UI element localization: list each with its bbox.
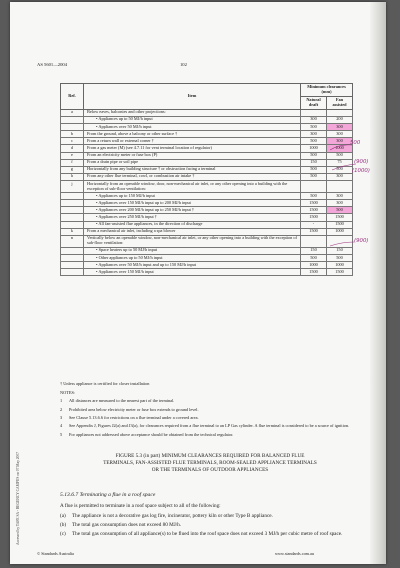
table-cell-fan: 300 bbox=[327, 138, 353, 145]
column-header-fan-assisted: Fan assisted bbox=[327, 96, 353, 109]
section-heading: 5.13.6.7 Terminating a flue in a roof space bbox=[60, 492, 156, 498]
note-text: For appliances not addressed above acceptance should be obtained from the technical regulator. bbox=[69, 431, 234, 437]
footer-website: www.standards.com.au bbox=[275, 551, 314, 556]
annotation-arrow bbox=[330, 242, 354, 246]
table-cell-fan: 500 bbox=[327, 152, 353, 159]
table-cell-fan: 1500 bbox=[327, 214, 353, 221]
table-cell-item: • Appliances over 250 MJ/h input † bbox=[84, 214, 301, 221]
note-text: Prohibited area below electricity meter or fuse box extends to ground level. bbox=[69, 406, 199, 412]
table-cell-item: From a return wall or external corner † bbox=[84, 138, 301, 145]
table-cell-natural: 500 bbox=[301, 173, 327, 180]
table-cell-natural: 300 bbox=[301, 131, 327, 138]
column-header-min-clearances: Minimum clearances (mm) bbox=[301, 84, 353, 97]
standard-number: AS 5601—2004 bbox=[37, 62, 67, 67]
handwritten-note-d: (1000) bbox=[352, 168, 370, 174]
table-cell-item: • Other appliances up to 50 MJ/h input bbox=[84, 255, 301, 262]
table-cell-fan: 200 bbox=[327, 116, 353, 123]
table-cell-natural: 1000 bbox=[301, 262, 327, 269]
page-number: 102 bbox=[180, 62, 187, 67]
table-cell-fan: 1500 bbox=[327, 221, 353, 228]
table-cell-natural: 1000 bbox=[301, 145, 327, 152]
table-footnote: † Unless appliance is certified for closer installation bbox=[60, 381, 150, 386]
table-cell-item: Below eaves, balconies and other projections: bbox=[84, 109, 301, 116]
table-cell-natural: 300 bbox=[301, 116, 327, 123]
handwritten-note-j: (900) bbox=[354, 238, 369, 244]
table-cell-ref: c bbox=[61, 138, 84, 145]
table-cell-item: Horizontally from an openable window, door, non-mechanical air inlet, or any other opening into a building with the exception of sub-floor ventilation: bbox=[84, 181, 301, 193]
table-cell-item: From an electricity meter or fuse box (P) bbox=[84, 152, 301, 159]
table-cell-ref: d bbox=[61, 145, 84, 152]
table-cell-item: • Appliances over 150 MJ/h input up to 200 MJ/h input bbox=[84, 200, 301, 207]
table-cell-natural: 500 bbox=[301, 124, 327, 131]
column-header-ref: Ref. bbox=[61, 84, 84, 110]
table-cell-natural: 1500 bbox=[301, 269, 327, 276]
note-text: See Clause 5.13.6.6 for restrictions on a flue terminal under a covered area. bbox=[69, 414, 199, 420]
footer-copyright: © Standards Australia bbox=[37, 551, 74, 556]
table-cell-natural: 500 bbox=[301, 152, 327, 159]
table-cell-ref: f bbox=[61, 159, 84, 166]
handwritten-note-h: 500 bbox=[350, 140, 361, 146]
table-cell-item: From a gas meter (M) (see 4.7.11 for vent terminal location of regulator) bbox=[84, 145, 301, 152]
column-header-natural-draft: Natural draft bbox=[301, 96, 327, 109]
table-cell-item: From a mechanical air inlet, including a spa blower bbox=[84, 228, 301, 235]
table-cell-ref: b bbox=[61, 131, 84, 138]
table-cell-item: • All fan-assisted flue appliances, in the direction of discharge bbox=[84, 221, 301, 228]
table-cell-ref: h bbox=[61, 173, 84, 180]
table-cell-fan: 500 bbox=[327, 255, 353, 262]
table-cell-item: • Appliances over 50 MJ/h input bbox=[84, 124, 301, 131]
table-cell-item: • Space heaters up to 50 MJ/h input bbox=[84, 247, 301, 254]
table-cell-fan: 1000 bbox=[327, 228, 353, 235]
table-cell-item: From any other flue terminal, cowl, or combustion air intake † bbox=[84, 173, 301, 180]
table-cell-fan: 500 bbox=[327, 166, 353, 173]
table-cell-item: Vertically below an openable window, non-mechanical air inlet, or any other opening into a building with the exception of sub-floor ventilation: bbox=[84, 235, 301, 247]
condition-label: (a) bbox=[60, 512, 66, 519]
table-cell-fan: 300 bbox=[327, 131, 353, 138]
table-cell-item: Horizontally from any building structure † or obstruction facing a terminal bbox=[84, 166, 301, 173]
table-cell-natural: 500 bbox=[301, 255, 327, 262]
table-cell-fan: 300 bbox=[327, 193, 353, 200]
condition-label: (c) bbox=[60, 531, 66, 538]
table-cell-fan: 1500 bbox=[327, 269, 353, 276]
table-cell-ref: e bbox=[61, 152, 84, 159]
note-number: 2 bbox=[60, 406, 63, 412]
note-number: 1 bbox=[60, 398, 63, 404]
annotation-arrow bbox=[330, 145, 352, 150]
access-stamp: Accessed by TAFE SA - REGENCY CAMPUS on 07 May 2007 bbox=[16, 452, 20, 545]
note-text: See Appendix J, Figures J2(a) and J3(a), for clearances required from a flue terminal to an LP Gas cylinder. A flue terminal is considered to be a source of ignition. bbox=[69, 423, 350, 429]
condition-text: The total gas consumption of all appliance(s) to be flued into the roof space does not exceed 3 MJ/h per cubic metre of roof space. bbox=[72, 531, 343, 538]
table-cell-ref: k bbox=[61, 228, 84, 235]
table-cell-natural: - bbox=[301, 221, 327, 228]
note-number: 5 bbox=[60, 431, 63, 437]
table-cell-fan: 300 bbox=[327, 173, 353, 180]
table-cell-natural: 150 bbox=[301, 159, 327, 166]
table-cell-item: • Appliances up to 150 MJ/h input bbox=[84, 193, 301, 200]
table-cell-fan: 300 bbox=[327, 200, 353, 207]
handwritten-note-c: (900) bbox=[354, 159, 369, 165]
table-cell-natural: 500 bbox=[301, 166, 327, 173]
table-cell-item: From the ground, above a balcony or other surface † bbox=[84, 131, 301, 138]
condition-text: The appliance is not a decorative gas log fire, incinerator, pottery kiln or other Type B appliance. bbox=[72, 512, 273, 519]
condition-label: (b) bbox=[60, 521, 67, 528]
table-cell-natural: 1500 bbox=[301, 214, 327, 221]
table-cell-item: • Appliances over 50 MJ/h input and up to 150 MJ/h input bbox=[84, 262, 301, 269]
table-cell-item: • Appliances over 150 MJ/h input bbox=[84, 269, 301, 276]
table-cell-natural: 500 bbox=[301, 193, 327, 200]
note-number: 4 bbox=[60, 423, 63, 429]
column-header-item: Item bbox=[84, 84, 301, 110]
table-cell-natural: 1500 bbox=[301, 207, 327, 214]
table-cell-ref: j bbox=[61, 181, 84, 193]
table-cell-ref: a bbox=[61, 109, 84, 116]
table-cell-fan: 1000 bbox=[327, 145, 353, 152]
table-cell-item: • Appliances up to 50 MJ/h input bbox=[84, 116, 301, 123]
table-cell-natural: 150 bbox=[301, 247, 327, 254]
table-cell-natural: 500 bbox=[301, 138, 327, 145]
table-cell-fan: 300 bbox=[327, 124, 353, 131]
table-cell-item: From a drain pipe or soil pipe bbox=[84, 159, 301, 166]
table-cell-ref: g bbox=[61, 166, 84, 173]
table-cell-fan: 150 bbox=[327, 247, 353, 254]
note-text: All distances are measured to the nearest part of the terminal. bbox=[69, 398, 175, 404]
figure-caption: FIGURE 5.3 (in part) MINIMUM CLEARANCES REQUIRED FOR BALANCED FLUE TERMINALS, FAN-ASSISTED FLUE TERMINALS, ROOM-SEALED APPLIANCE TERMINALS OR THE TERMINALS OF OUTDOOR APPLIANCES bbox=[103, 453, 317, 473]
section-intro: A flue is permitted to terminate in a roof space subject to all of the following: bbox=[60, 503, 221, 509]
table-cell-fan: 75 bbox=[327, 159, 353, 166]
table-cell-item: • Appliances over 200 MJ/h input up to 250 MJ/h input † bbox=[84, 207, 301, 214]
condition-text: The total gas consumption does not exceed 80 MJ/h. bbox=[72, 521, 182, 528]
note-number: 3 bbox=[60, 414, 63, 420]
table-cell-ref: n bbox=[61, 235, 84, 247]
table-cell-fan: 1000 bbox=[327, 262, 353, 269]
table-cell-natural: 1500 bbox=[301, 228, 327, 235]
notes-title: NOTES: bbox=[60, 389, 76, 395]
table-cell-fan: 500 bbox=[327, 207, 353, 214]
table-cell-natural: 1500 bbox=[301, 200, 327, 207]
